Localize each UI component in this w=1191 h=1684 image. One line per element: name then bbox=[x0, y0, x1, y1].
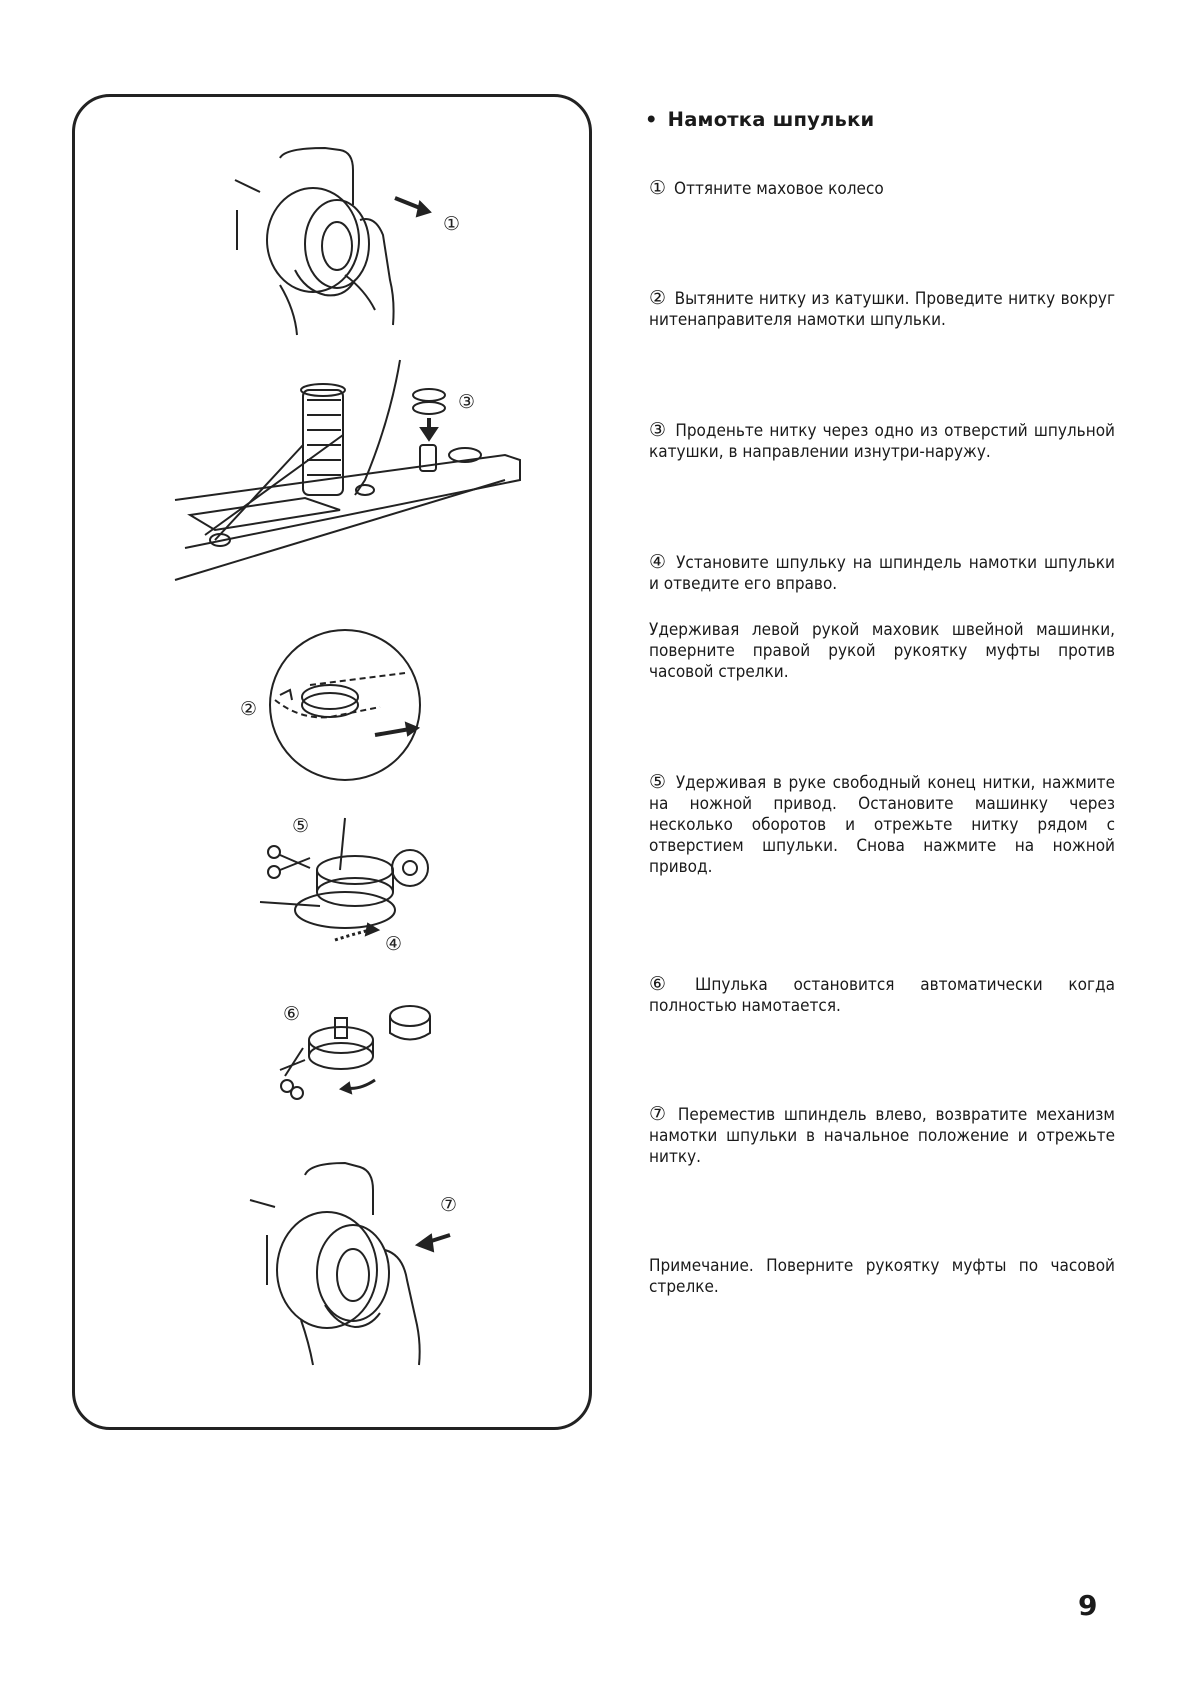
fig6-callout: ⑦ bbox=[440, 1194, 458, 1216]
step-3 bbox=[649, 420, 1115, 463]
step-5-text: Удерживая в руке свободный конец нитки, нажмите на ножной привод. Остановите машинку через несколько оборотов и отрежьте нитку рядом с отверстием шпульки. Снова нажмите на ножной привод. bbox=[649, 773, 1115, 877]
step-4 bbox=[649, 552, 1115, 595]
bobbin-full-cut-illustration bbox=[275, 998, 465, 1113]
fig5-callout: ⑥ bbox=[283, 1003, 301, 1025]
step-2 bbox=[649, 288, 1115, 331]
fig4-top-callout: ⑤ bbox=[292, 815, 310, 837]
step-4-note-text: Удерживая левой рукой маховик швейной машинки, поверните правой рукой рукоятку муфты против часовой стрелки. bbox=[649, 620, 1115, 682]
fig1-callout: ① bbox=[443, 213, 461, 235]
bobbin-winding-illustration bbox=[260, 810, 460, 965]
step-6-text: Шпулька остановится автоматически когда полностью намотается. bbox=[649, 975, 1115, 1016]
step-1 bbox=[649, 178, 1115, 200]
spool-threading-illustration bbox=[175, 360, 525, 600]
step-7 bbox=[649, 1104, 1115, 1168]
step-7-text: Переместив шпиндель влево, возвратите механизм намотки шпульки в начальное положение и отрежьте нитку. bbox=[649, 1105, 1115, 1167]
step-6-marker: ⑥ bbox=[649, 973, 687, 995]
handwheel-pull-illustration bbox=[225, 140, 485, 340]
heading-bullet: • bbox=[645, 108, 658, 131]
step-2-text: Вытяните нитку из катушки. Проведите нитку вокруг нитенаправителя намотки шпульки. bbox=[649, 289, 1115, 330]
fig4-bottom-callout: ④ bbox=[385, 933, 403, 955]
note-text: Примечание. Поверните рукоятку муфты по часовой стрелке. bbox=[649, 1256, 1115, 1297]
step-4-text: Установите шпульку на шпиндель намотки шпульки и отведите его вправо. bbox=[649, 553, 1115, 594]
step-1-text: Оттяните маховое колесо bbox=[674, 179, 884, 199]
step-4-marker: ④ bbox=[649, 551, 669, 573]
step-6 bbox=[649, 974, 1115, 1017]
step-5-marker: ⑤ bbox=[649, 771, 668, 793]
thread-guide-detail-illustration bbox=[230, 625, 430, 795]
step-2-marker: ② bbox=[649, 287, 667, 309]
step-1-marker: ① bbox=[649, 177, 667, 199]
section-heading bbox=[645, 108, 874, 131]
step-3-text: Проденьте нитку через одно из отверстий шпульной катушки, в направлении изнутри-наружу. bbox=[649, 421, 1115, 462]
step-5 bbox=[649, 772, 1115, 878]
heading-title: Намотка шпульки bbox=[667, 108, 875, 131]
step-4-note bbox=[649, 620, 1115, 683]
handwheel-return-illustration bbox=[245, 1155, 485, 1370]
step-3-marker: ③ bbox=[649, 419, 668, 441]
step-7-marker: ⑦ bbox=[649, 1103, 670, 1125]
page-number: 9 bbox=[1078, 1589, 1098, 1622]
fig2-callout: ③ bbox=[458, 391, 476, 413]
note bbox=[649, 1256, 1115, 1298]
fig3-callout: ② bbox=[240, 698, 258, 720]
